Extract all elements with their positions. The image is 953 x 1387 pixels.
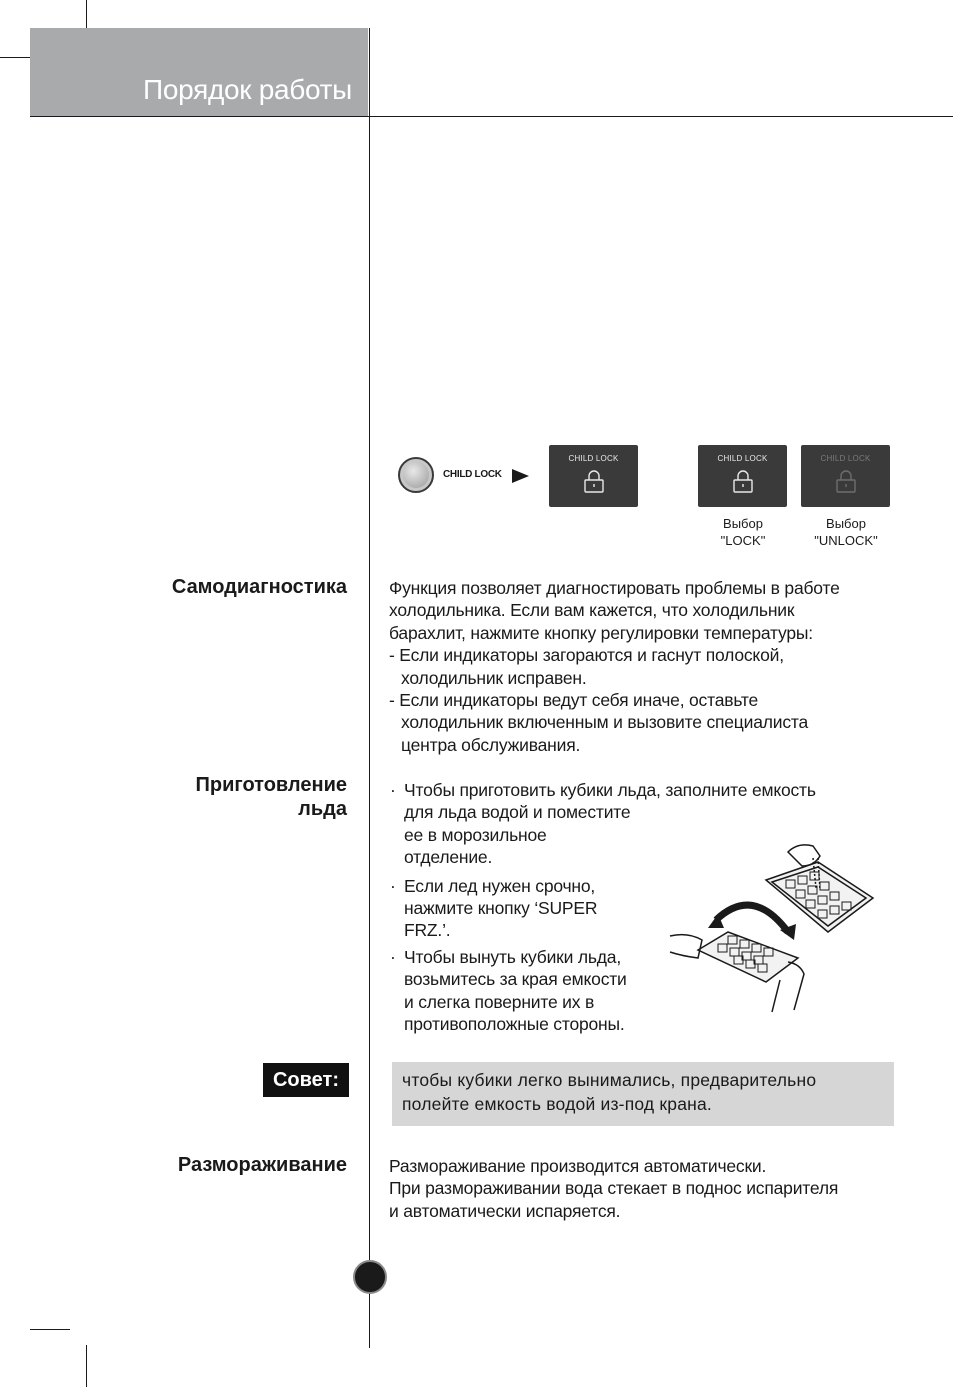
text-line: для льда водой и поместите bbox=[404, 802, 631, 823]
self-diagnosis-text bbox=[389, 577, 919, 756]
text-line: Чтобы приготовить кубики льда, заполните емкость bbox=[404, 780, 816, 800]
lock-icon-dim bbox=[834, 469, 858, 495]
text-line: возьмитесь за края емкости bbox=[404, 969, 627, 990]
text-line: Чтобы вынуть кубики льда, bbox=[404, 946, 621, 967]
page-marker-dot bbox=[353, 1260, 387, 1294]
defrost-text bbox=[389, 1155, 919, 1222]
text-line: и слегка поверните их в bbox=[404, 991, 595, 1012]
panel-label: CHILD LOCK bbox=[717, 454, 768, 463]
ice-tray-twist-icon bbox=[670, 932, 804, 1012]
tip-line: чтобы кубики легко вынимались, предварительно bbox=[402, 1070, 817, 1090]
panel-label: CHILD LOCK bbox=[820, 454, 871, 463]
text-line: - Если индикаторы загораются и гаснут полоской, bbox=[389, 645, 784, 666]
ice-tray-illustration bbox=[668, 840, 883, 1020]
child-lock-knob-label: CHILD LOCK bbox=[443, 469, 502, 480]
heading-ice-making bbox=[195, 773, 347, 821]
caption-lock-line2: "LOCK" bbox=[720, 533, 766, 548]
caption-unlock-line1: Выбор bbox=[826, 516, 866, 531]
text-line: - Если индикаторы ведут себя иначе, оставьте bbox=[389, 690, 759, 711]
heading-line: льда bbox=[298, 798, 347, 820]
heading-line: Приготовление bbox=[195, 774, 347, 796]
caption-unlock bbox=[796, 515, 896, 549]
lock-icon bbox=[731, 469, 755, 495]
crop-mark-top-vertical bbox=[86, 0, 87, 30]
text-line: и автоматически испаряется. bbox=[389, 1200, 621, 1221]
child-lock-panel-initial bbox=[549, 445, 638, 507]
ice-tray-filled-icon bbox=[766, 845, 873, 932]
text-line: FRZ.’. bbox=[404, 920, 451, 941]
text-line: отделение. bbox=[404, 847, 493, 868]
header-rule bbox=[30, 116, 953, 117]
text-line: холодильник исправен. bbox=[401, 667, 587, 688]
arrow-right-icon bbox=[512, 469, 529, 483]
text-line: Функция позволяет диагностировать проблемы в работе bbox=[389, 578, 840, 598]
lock-icon bbox=[582, 469, 606, 495]
heading-defrost: Размораживание bbox=[177, 1154, 347, 1176]
section-header bbox=[30, 28, 368, 116]
text-line: Если лед нужен срочно, bbox=[404, 875, 596, 896]
text-line: центра обслуживания. bbox=[401, 734, 581, 755]
tip-badge: Совет: bbox=[263, 1063, 349, 1097]
child-lock-knob bbox=[398, 457, 434, 493]
caption-unlock-line2: "UNLOCK" bbox=[814, 533, 878, 548]
curved-arrow-icon bbox=[716, 905, 788, 932]
child-lock-panel-lock bbox=[698, 445, 787, 507]
text-line: холодильник включенным и вызовите специалиста bbox=[401, 712, 809, 733]
crop-mark-bottom-horizontal bbox=[30, 1329, 70, 1330]
crop-mark-bottom-vertical bbox=[86, 1345, 87, 1387]
tip-line: полейте емкость водой из-под крана. bbox=[402, 1094, 712, 1114]
caption-lock bbox=[698, 515, 788, 549]
page-title: Порядок работы bbox=[143, 74, 352, 105]
text-line: При размораживании вода стекает в поднос испарителя bbox=[389, 1178, 839, 1199]
bullet-dot: · bbox=[390, 946, 396, 967]
panel-label: CHILD LOCK bbox=[568, 454, 619, 463]
text-line: Размораживание производится автоматически. bbox=[389, 1156, 767, 1176]
text-line: холодильника. Если вам кажется, что холодильник bbox=[389, 600, 795, 621]
text-line: барахлит, нажмите кнопку регулировки температуры: bbox=[389, 622, 813, 643]
tip-box bbox=[392, 1062, 894, 1126]
text-line: противоположные стороны. bbox=[404, 1014, 625, 1035]
bullet-dot: · bbox=[390, 780, 396, 800]
caption-lock-line1: Выбор bbox=[723, 516, 763, 531]
column-divider bbox=[369, 28, 370, 1348]
text-line: нажмите кнопку ‘SUPER bbox=[404, 898, 598, 919]
bullet-dot: · bbox=[390, 875, 396, 896]
text-line: ее в морозильное bbox=[404, 824, 547, 845]
child-lock-panel-unlock bbox=[801, 445, 890, 507]
heading-self-diagnosis: Самодиагностика bbox=[171, 576, 347, 598]
